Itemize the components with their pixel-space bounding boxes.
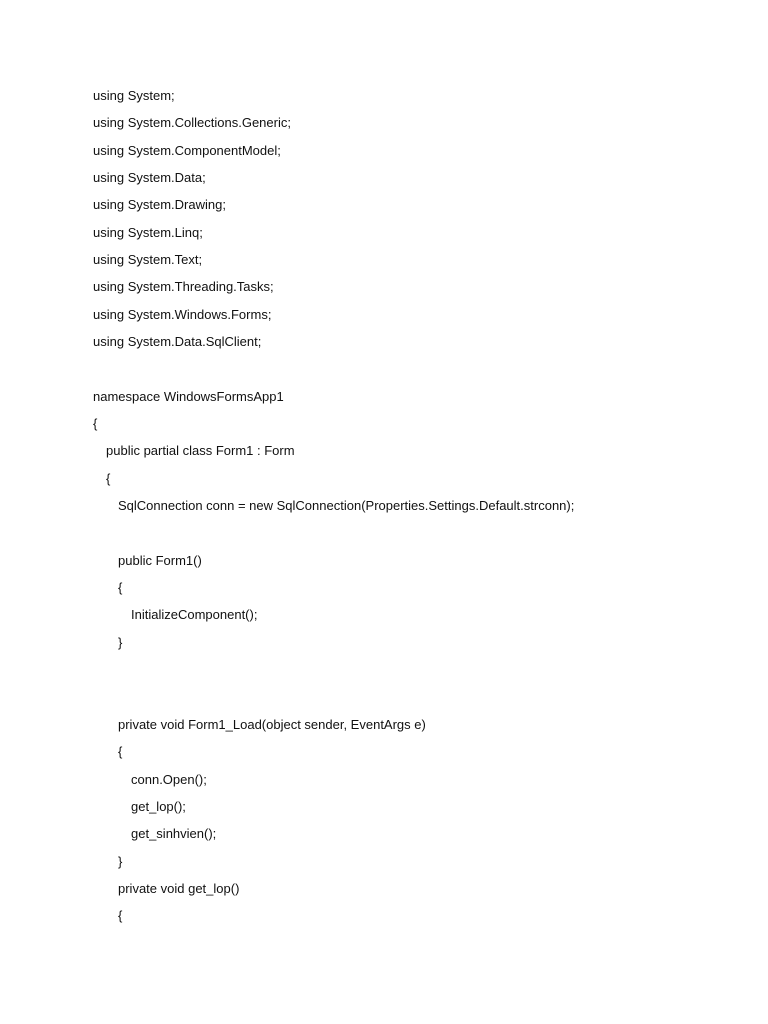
code-line: {: [118, 744, 123, 759]
code-line: using System.Data.SqlClient;: [93, 334, 262, 349]
code-line: {: [118, 908, 123, 923]
code-line: SqlConnection conn = new SqlConnection(Properties.Settings.Default.strconn);: [118, 498, 575, 513]
code-line: using System.ComponentModel;: [93, 143, 281, 158]
code-line: using System.Windows.Forms;: [93, 307, 272, 322]
code-line: using System.Data;: [93, 170, 206, 185]
code-line: {: [93, 416, 98, 431]
code-line: get_sinhvien();: [131, 826, 217, 841]
code-line: using System;: [93, 88, 175, 103]
code-line: private void get_lop(): [118, 881, 240, 896]
code-line: {: [106, 471, 111, 486]
code-line: using System.Threading.Tasks;: [93, 279, 274, 294]
code-line: using System.Linq;: [93, 225, 203, 240]
code-line: using System.Text;: [93, 252, 203, 267]
code-line: namespace WindowsFormsApp1: [93, 389, 284, 404]
code-line: InitializeComponent();: [131, 607, 258, 622]
code-line: using System.Collections.Generic;: [93, 115, 291, 130]
code-line: public Form1(): [118, 553, 202, 568]
code-line: using System.Drawing;: [93, 197, 226, 212]
code-line: }: [118, 854, 123, 869]
code-line: get_lop();: [131, 799, 186, 814]
code-line: private void Form1_Load(object sender, EventArgs e): [118, 717, 426, 732]
code-line: public partial class Form1 : Form: [106, 443, 295, 458]
code-line: }: [118, 635, 123, 650]
code-line: conn.Open();: [131, 772, 207, 787]
code-line: {: [118, 580, 123, 595]
